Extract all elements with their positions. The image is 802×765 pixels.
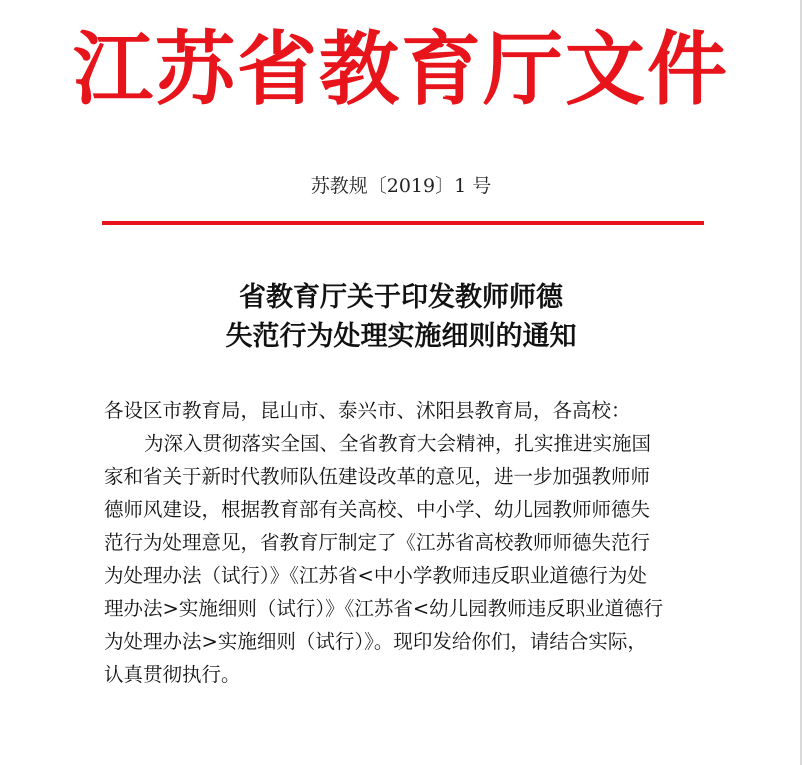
- notice-body: [104, 427, 704, 691]
- masthead-title: 江苏省教育厅文件: [73, 23, 729, 116]
- body-line-6: 理办法>实施细则（试行）》《江苏省<幼儿园教师违反职业道德行: [104, 597, 664, 620]
- body-line-3: 德师风建设，根据教育部有关高校、中小学、幼儿园教师师德失: [104, 498, 651, 521]
- body-line-7: 为处理办法>实施细则（试行）》。现印发给你们，请结合实际，: [104, 630, 647, 653]
- notice-title-line-1: 省教育厅关于印发教师师德: [239, 282, 563, 313]
- body-line-1: 为深入贯彻落实全国、全省教育大会精神，扎实推进实施国: [144, 432, 652, 455]
- body-line-4: 范行为处理意见，省教育厅制定了《江苏省高校教师师德失范行: [104, 531, 651, 554]
- addressee-line: 各设区市教育局，昆山市、泰兴市、沭阳县教育局，各高校：: [104, 399, 631, 422]
- red-divider-line: [102, 221, 704, 225]
- notice-title: [0, 278, 802, 356]
- notice-title-line-2: 失范行为处理实施细则的通知: [225, 321, 577, 352]
- body-line-2: 家和省关于新时代教师队伍建设改革的意见，进一步加强教师师: [104, 465, 651, 488]
- body-line-5: 为处理办法（试行）》《江苏省<中小学教师违反职业道德行为处: [104, 564, 647, 587]
- document-number: 苏教规〔2019〕1 号: [310, 175, 492, 197]
- body-line-8: 认真贯彻执行。: [104, 663, 241, 686]
